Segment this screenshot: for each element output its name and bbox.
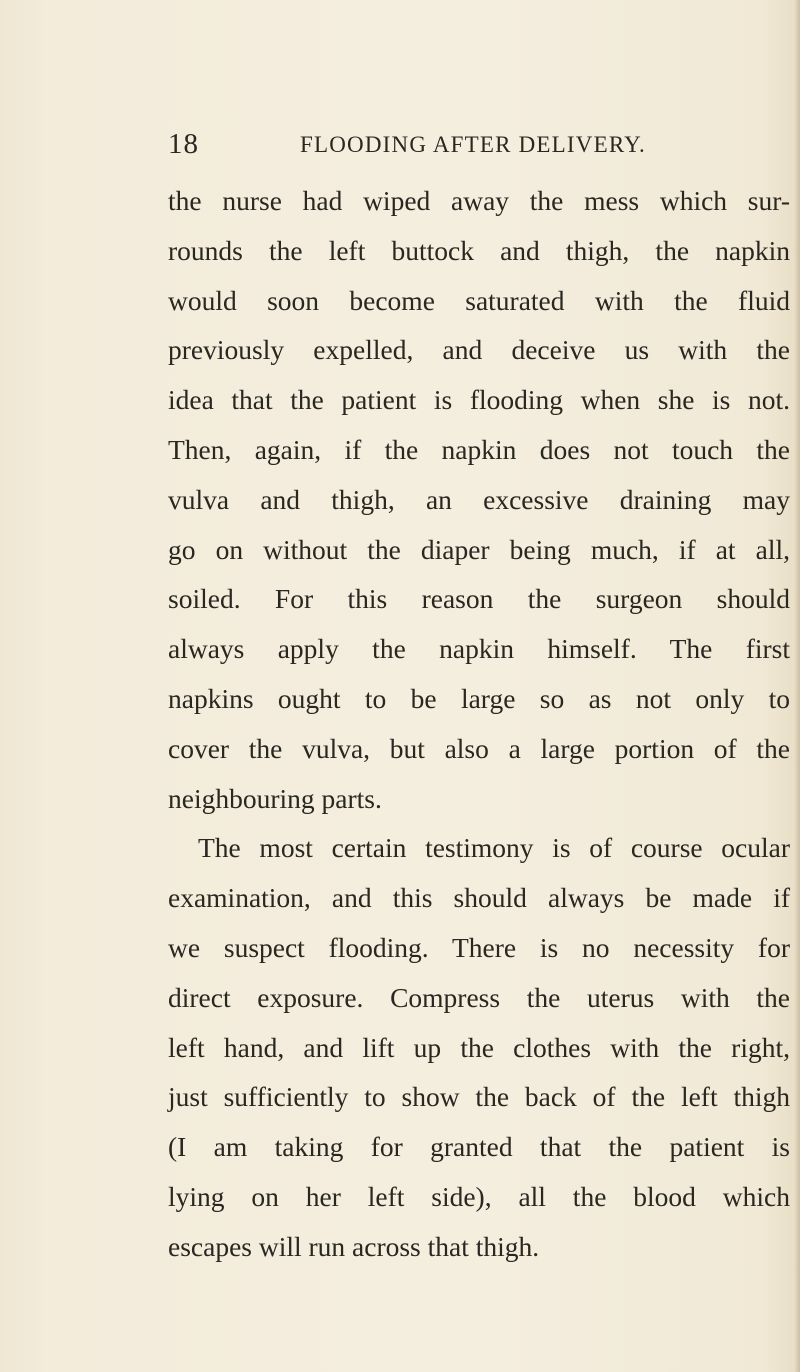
text-line: soiled. For this reason the surgeon should: [168, 583, 790, 615]
text-line: vulva and thigh, an excessive draining may: [168, 483, 790, 515]
text-line: we suspect flooding. There is no necessity for: [168, 931, 790, 963]
text-line: cover the vulva, but also a large portion of the: [168, 732, 790, 764]
text-line: napkins ought to be large so as not only to: [168, 682, 790, 714]
text-line: Then, again, if the napkin does not touch the: [168, 433, 790, 465]
text-line: the nurse had wiped away the mess which sur-: [168, 185, 790, 216]
running-head: [0, 128, 800, 168]
page-edge-shadow: [794, 0, 800, 1372]
text-line: would soon become saturated with the fluid: [168, 284, 790, 316]
page-number: 18: [168, 128, 199, 160]
text-line: examination, and this should always be made if: [168, 882, 790, 914]
text-line: idea that the patient is flooding when she is not.: [168, 384, 790, 416]
text-line: previously expelled, and deceive us with the: [168, 334, 790, 366]
text-line: (I am taking for granted that the patient is: [168, 1131, 790, 1163]
text-line: left hand, and lift up the clothes with the right,: [168, 1031, 790, 1063]
paragraph-end-line: escapes will run across that thigh.: [168, 1230, 540, 1262]
paragraph-end-line: neighbouring parts.: [168, 782, 382, 814]
text-line: lying on her left side), all the blood which: [168, 1180, 790, 1212]
body-text: [168, 176, 790, 1272]
text-line: direct exposure. Compress the uterus with the: [168, 981, 790, 1013]
text-line: always apply the napkin himself. The first: [168, 633, 790, 665]
text-line: go on without the diaper being much, if at all,: [168, 533, 790, 565]
running-title: FLOODING AFTER DELIVERY.: [300, 132, 646, 157]
text-line: just sufficiently to show the back of the left thigh: [168, 1081, 790, 1113]
text-line: rounds the left buttock and thigh, the napkin: [168, 234, 790, 266]
paragraph-start-line: The most certain testimony is of course ocular: [198, 832, 790, 864]
